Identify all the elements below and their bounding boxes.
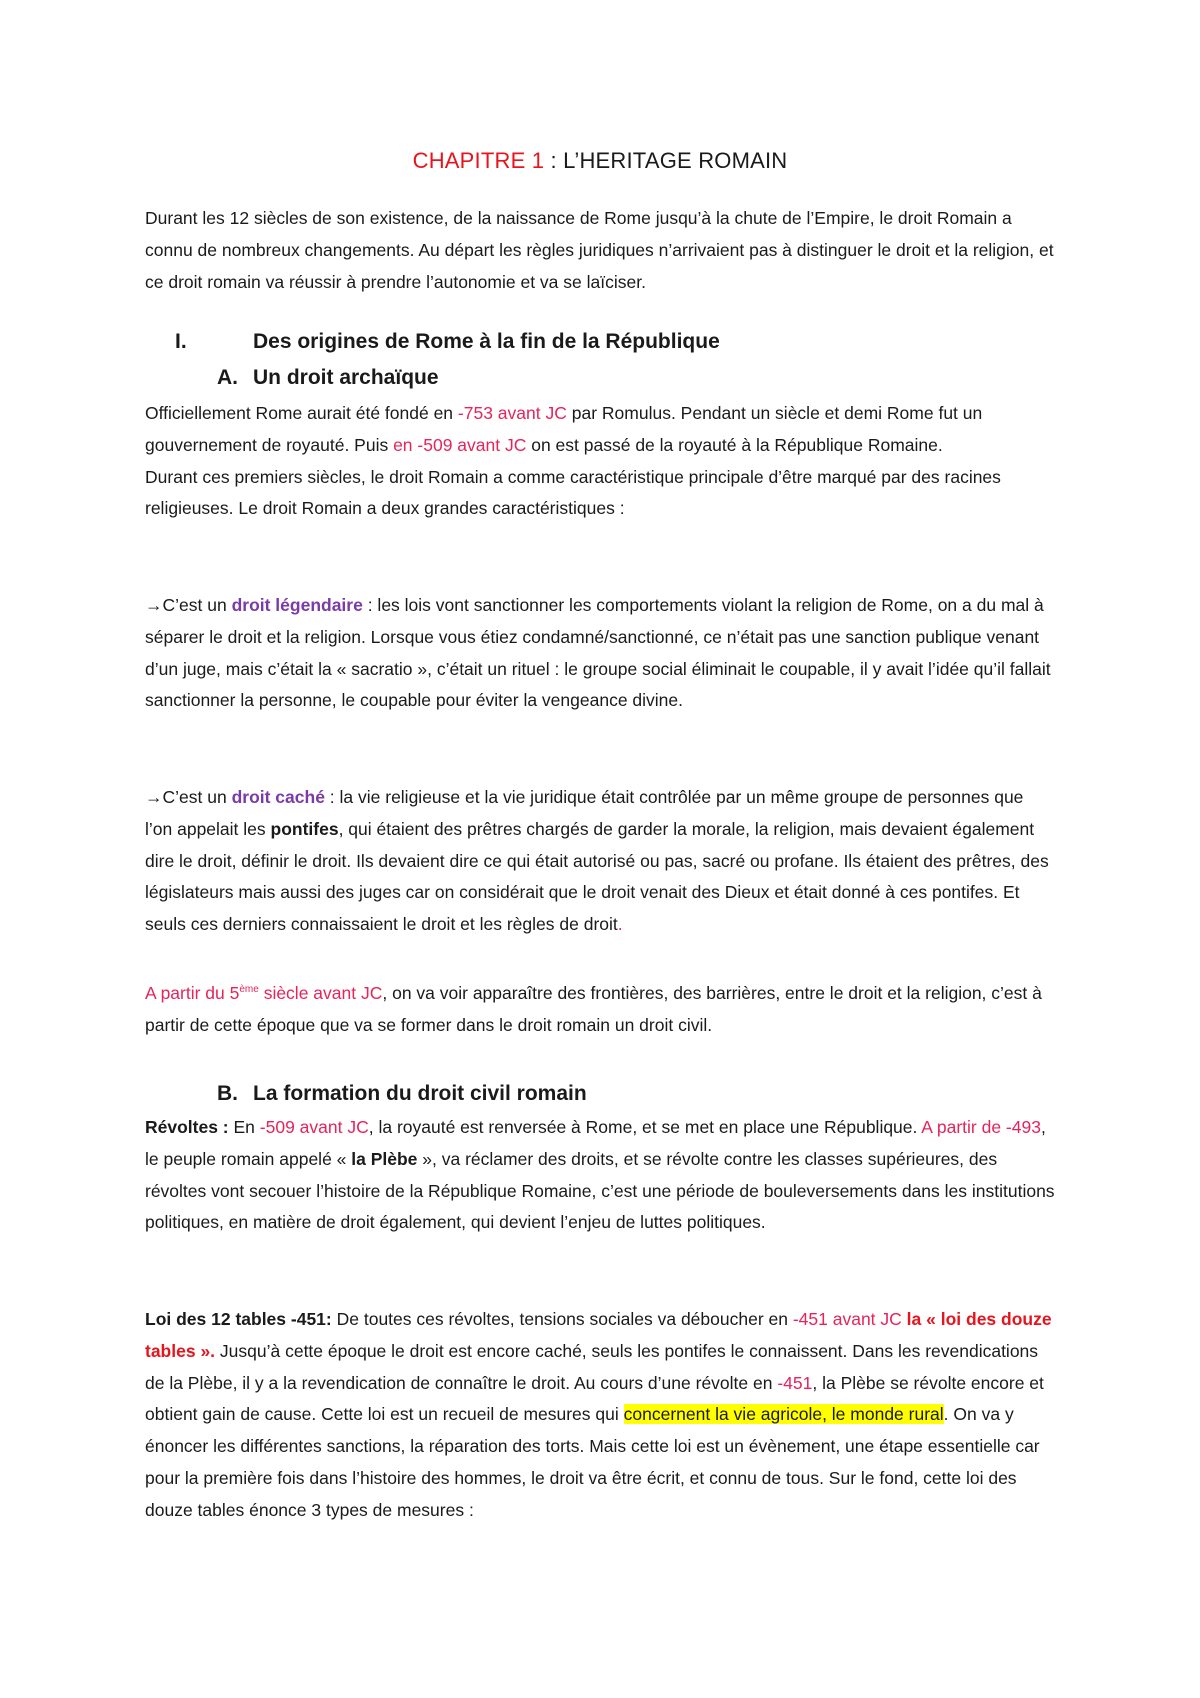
paragraph-religious-roots: Durant ces premiers siècles, le droit Romain a comme caractéristique principale d’être marqué par des racines religieuses. Le droit Romain a deux grandes caractéristiques : <box>145 466 1001 519</box>
term-highlight: droit caché <box>231 787 325 807</box>
subsection-title: Un droit archaïque <box>253 366 439 389</box>
page-title <box>145 148 1055 174</box>
term-highlight: droit légendaire <box>231 595 363 615</box>
subsection-heading-a <box>217 366 439 390</box>
subsection-number: B. <box>217 1082 238 1105</box>
bold-label: Loi des 12 tables -451: <box>145 1309 332 1329</box>
subsection-number: A. <box>217 366 238 389</box>
yellow-highlight: concernent la vie agricole, le monde rural <box>623 1404 944 1425</box>
subsection-title: La formation du droit civil romain <box>253 1082 587 1105</box>
section-heading-1 <box>175 330 720 354</box>
date-highlight: A partir du 5 <box>145 982 240 1003</box>
paragraph-droit-legendaire: →C’est un droit légendaire : les lois vont sanctionner les comportements violant la religion de Rome, on a du mal à séparer le droit et la religion. Lorsque vous étiez condamné/sanctionné, ce n’était pas une sanction publique venant d’un juge, mais c’était la « sacratio », c’était un rituel : le groupe social éliminait le coupable, il y avait l’idée qu’il fallait sanctionner la personne, le coupable pour éviter la vengeance divine. <box>145 595 1051 711</box>
paragraph-revoltes: Révoltes : En -509 avant JC, la royauté est renversée à Rome, et se met en place une République. A partir de -493, le peuple romain appelé « la Plèbe », va réclamer des droits, et se révolte contre les classes supérieures, des révoltes vont secouer l’histoire de la République Romaine, c’est une période de bouleversements dans les institutions politiques, en matière de droit également, qui devient l’enjeu de luttes politiques. <box>145 1117 1055 1233</box>
paragraph-loi-12-tables: Loi des 12 tables -451: De toutes ces révoltes, tensions sociales va déboucher en -451 avant JC la « loi des douze tables ». Jusqu’à cette époque le droit est encore caché, seuls les pontifes le connaissent. Dans les revendications de la Plèbe, il y a la revendication de connaître le droit. Au cours d’une révolte en -451, la Plèbe se révolte encore et obtient gain de cause. Cette loi est un recueil de mesures qui concernent la vie agricole, le monde rural. On va y énoncer les différentes sanctions, la réparation des torts. Mais cette loi est un évènement, une étape essentielle car pour la première fois dans l’histoire des hommes, le droit va être écrit, et connu de tous. Sur le fond, cette loi des douze tables énonce 3 types de mesures : <box>145 1309 1052 1520</box>
section-title: Des origines de Rome à la fin de la République <box>253 330 720 353</box>
subsection-heading-b <box>217 1082 587 1106</box>
date-highlight: -509 avant JC <box>259 1117 369 1137</box>
paragraph-droit-cache: →C’est un droit caché : la vie religieuse et la vie juridique était contrôlée par un même groupe de personnes que l’on appelait les pontifes, qui étaient des prêtres chargés de garder la morale, la religion, mais devaient également dire le droit, définir le droit. Ils devaient dire ce qui était autorisé ou pas, sacré ou profane. Ils étaient des prêtres, des législateurs mais aussi des juges car on considérait que le droit venait des Dieux et était donné à ces pontifes. Et seuls ces derniers connaissaient le droit et les règles de droit. <box>145 787 1049 935</box>
bold-term: pontifes <box>270 818 339 839</box>
bold-label: Révoltes : <box>145 1117 229 1137</box>
date-highlight: en -509 avant JC <box>393 434 527 455</box>
date-highlight: -753 avant JC <box>457 403 567 423</box>
paragraph-foundation: Officiellement Rome aurait été fondé en -753 avant JC par Romulus. Pendant un siècle et demi Rome fut un gouvernement de royauté. Puis en -509 avant JC on est passé de la royauté à la République Romaine. Durant ces premiers siècles, le droit Romain a comme caractéristique principale d’être marqué par des racines religieuses. Le droit Romain a deux grandes caractéristiques : <box>145 403 1001 519</box>
chapter-title: : L’HERITAGE ROMAIN <box>544 148 788 173</box>
date-highlight: -451 avant JC <box>792 1309 902 1329</box>
law-name-highlight: la « loi des douze tables ». <box>145 1309 1052 1361</box>
date-highlight: A partir de -493 <box>921 1117 1041 1137</box>
paragraph-fifth-century: A partir du 5ème siècle avant JC, on va voir apparaître des frontières, des barrières, entre le droit et la religion, c’est à partir de cette époque que va se former dans le droit romain un droit civil. <box>145 982 1042 1035</box>
section-number: I. <box>175 330 187 353</box>
bold-term: la Plèbe <box>351 1148 418 1169</box>
date-highlight: -451 <box>777 1372 813 1393</box>
chapter-number: CHAPITRE 1 <box>412 148 545 173</box>
intro-paragraph: Durant les 12 siècles de son existence, de la naissance de Rome jusqu’à la chute de l’Empire, le droit Romain a connu de nombreux changements. Au départ les règles juridiques n’arrivaient pas à distinguer le droit et la religion, et ce droit romain va réussir à prendre l’autonomie et va se laïciser. <box>145 208 1054 292</box>
